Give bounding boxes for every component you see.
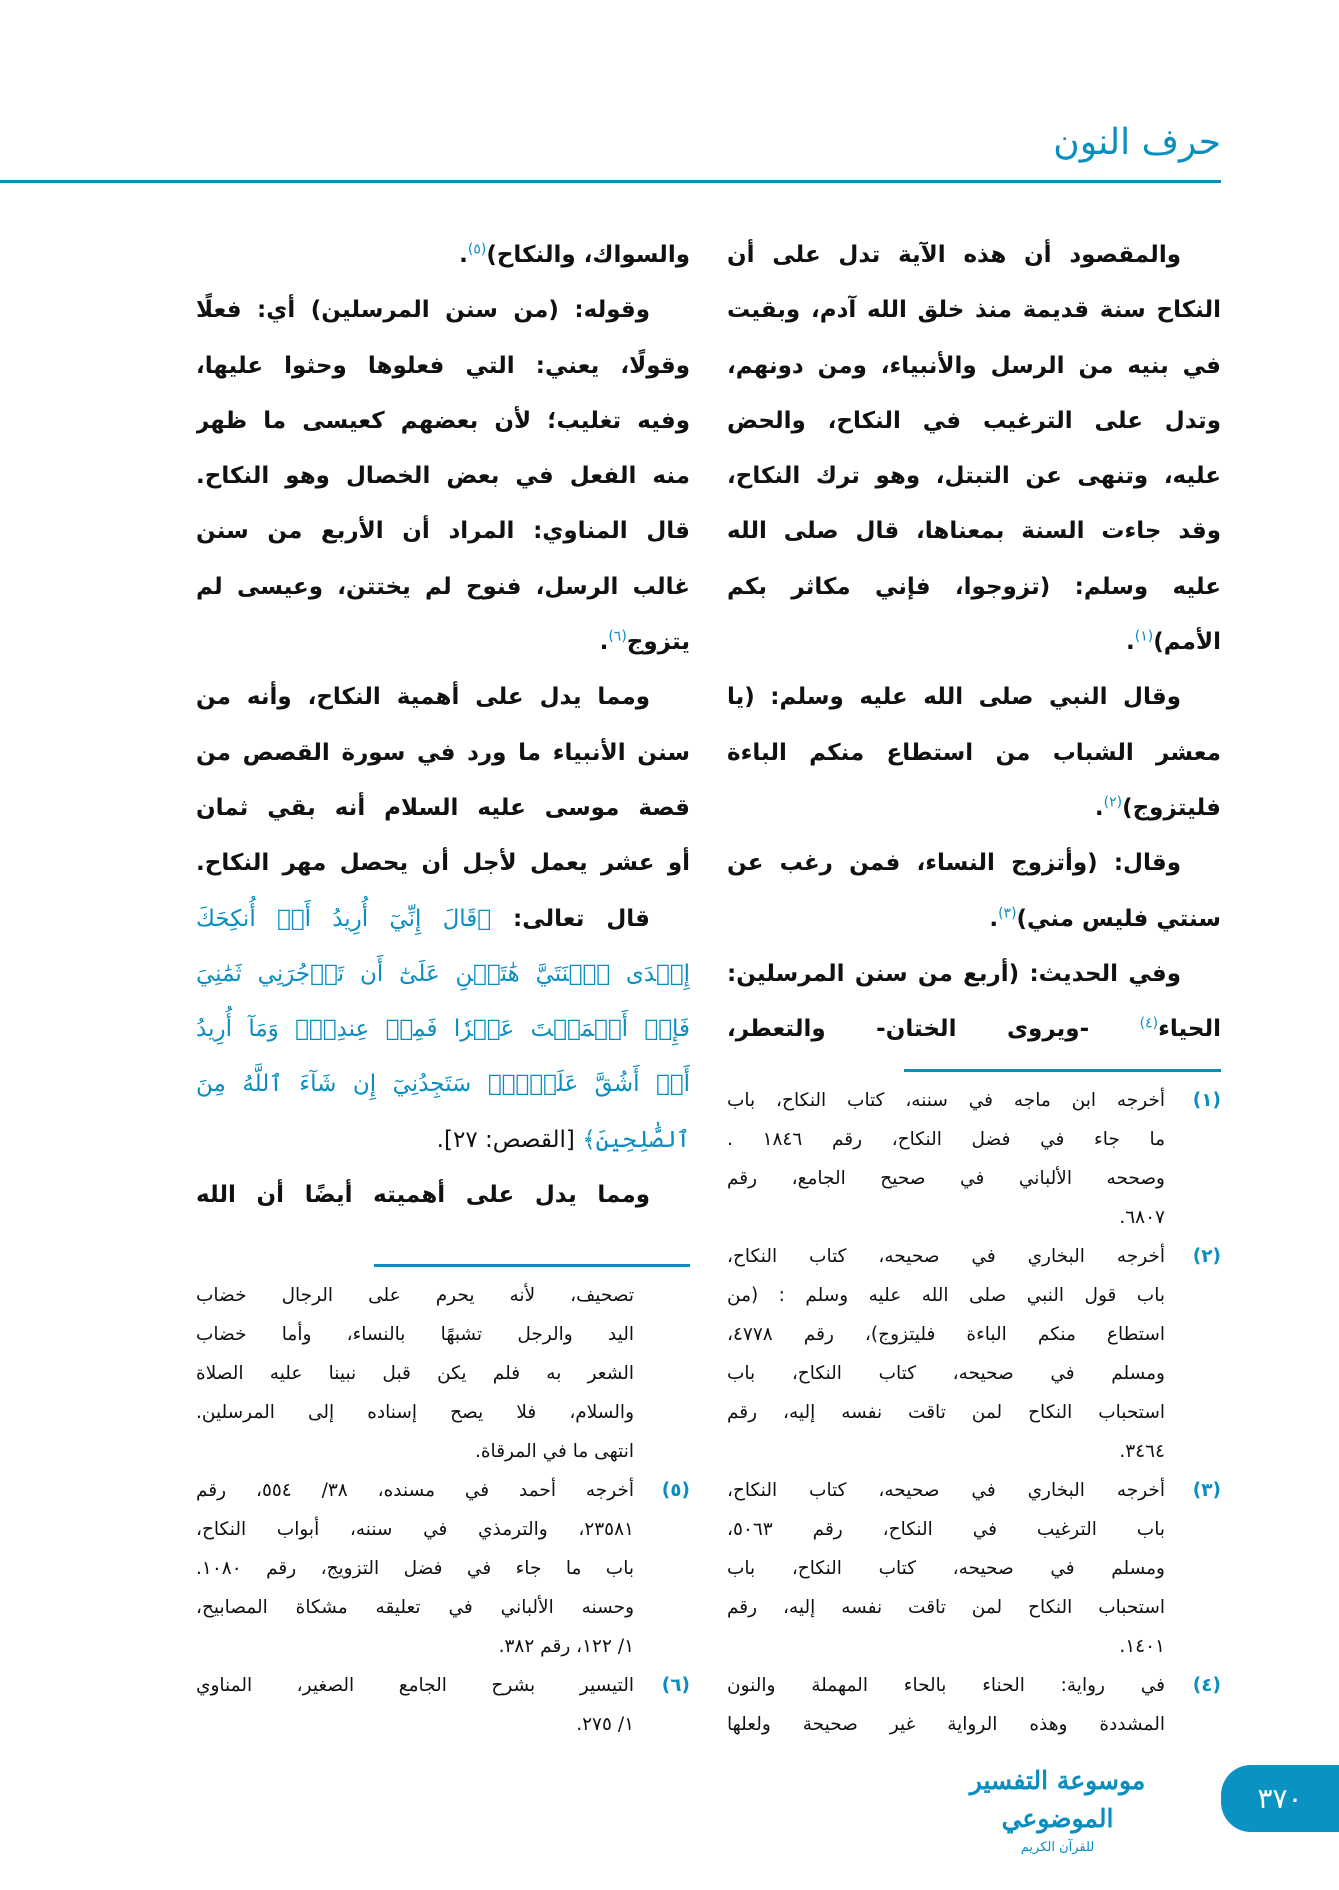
body-text: قصة موسى عليه السلام أنه بقي ثمان: [196, 794, 690, 821]
text-line: [727, 560, 1221, 615]
footnote-text: أخرجه البخاري في صحيحه، كتاب النكاح،: [727, 1480, 1165, 1501]
text-line: [727, 449, 1221, 504]
body-text: منه الفعل في بعض الخصال وهو النكاح.: [196, 463, 690, 490]
logo-title: موسوعة التفسير الموضوعي: [969, 1766, 1146, 1833]
body-text: النكاح سنة قديمة منذ خلق الله آدم، وبقيت: [727, 297, 1221, 324]
footnote-ref[interactable]: (١): [1134, 628, 1154, 645]
text-line: [727, 504, 1221, 559]
quran-verse-text: ٱلصَّٰلِحِينَ﴾: [582, 1126, 690, 1153]
footnote-line: [196, 1666, 690, 1705]
body-text: غالب الرسل، فنوح لم يختتن، وعيسى لم: [196, 573, 690, 600]
footnote-text: الشعر به فلم يكن قبل نبينا عليه الصلاة: [196, 1363, 634, 1384]
text-line: [727, 670, 1221, 725]
body-text: فليتزوج): [1122, 794, 1221, 821]
footnote-line: [196, 1276, 690, 1315]
footnote-line: [196, 1354, 690, 1393]
body-text: الأمم): [1153, 629, 1221, 656]
body-column-left: [196, 228, 690, 1223]
body-text: وقال: (وأتزوج النساء، فمن رغب عن: [727, 850, 1181, 877]
text-line: [196, 947, 690, 1002]
footnote-line: [196, 1549, 690, 1588]
footnote-number: (٣): [1192, 1480, 1221, 1501]
body-text: والسواك، والنكاح): [486, 242, 690, 268]
text-line: [196, 283, 690, 338]
text-line: [196, 394, 690, 449]
text-line: [196, 615, 690, 670]
footnote-separator-right: [904, 1069, 1221, 1072]
citation-text: [القصص: ٢٧].: [436, 1126, 583, 1153]
footnote-line: [727, 1432, 1221, 1471]
quran-verse-text: إِحۡدَى ٱبۡنَتَيَّ هَٰتَيۡنِ عَلَىٰٓ أَن تَأۡجُرَنِي ثَمَٰنِيَ: [196, 960, 690, 987]
footnote-line: [727, 1705, 1221, 1744]
body-text: وقال النبي صلى الله عليه وسلم: (يا: [727, 684, 1181, 711]
text-line: [196, 892, 690, 947]
quran-verse-text: فَإِنۡ أَتۡمَمۡتَ عَشۡرٗا فَمِنۡ عِندِكَۖ وَمَآ أُرِيدُ: [196, 1016, 690, 1043]
footnote-line: [727, 1276, 1221, 1315]
footnote-separator-left: [374, 1264, 690, 1267]
text-line: [727, 726, 1221, 781]
footnote-text: أخرجه ابن ماجه في سننه، كتاب النكاح، باب: [727, 1090, 1165, 1111]
quran-verse-text: أَنۡ أَشُقَّ عَلَيۡكَۚ سَتَجِدُنِيٓ إِن شَآءَ ٱللَّهُ مِنَ: [196, 1071, 690, 1098]
footnote-line: [196, 1432, 690, 1471]
footnote-ref[interactable]: (٥): [467, 241, 487, 258]
logo-subtitle: للقرآن الكريم: [1020, 1840, 1095, 1855]
body-text: وفيه تغليب؛ لأن بعضهم كعيسى ما ظهر: [196, 407, 690, 434]
text-line: [196, 1113, 690, 1168]
body-text: قال المناوي: المراد أن الأربع من سنن: [196, 518, 690, 545]
text-line: [196, 1168, 690, 1223]
body-text: .: [1094, 794, 1104, 821]
footnote-line: [196, 1627, 690, 1666]
body-text: عليه وسلم: (تزوجوا، فإني مكاثر بكم: [727, 573, 1221, 600]
page-number-badge: [1221, 1765, 1339, 1832]
quran-verse-text: ﴿قَالَ إِنِّيٓ أُرِيدُ أَنۡ أُنكِحَكَ: [196, 905, 492, 932]
footnote-text: باب ما جاء في فضل التزويج، رقم ١٠٨٠.: [196, 1558, 634, 1579]
text-line: [196, 781, 690, 836]
body-text: يتزوج: [626, 629, 690, 656]
footnote-number: (٥): [661, 1480, 690, 1501]
text-line: [727, 892, 1221, 947]
footnote-line: [727, 1471, 1221, 1510]
footnote-line: [196, 1705, 690, 1744]
footnote-text: ٣٤٦٤.: [1119, 1441, 1165, 1462]
footnote-text: في رواية: الحناء بالحاء المهملة والنون: [727, 1675, 1165, 1696]
footnote-text: والسلام، فلا يصح إسناده إلى المرسلين.: [196, 1402, 634, 1423]
footnote-text: أخرجه البخاري في صحيحه، كتاب النكاح،: [727, 1246, 1165, 1267]
body-text: والمقصود أن هذه الآية تدل على أن: [727, 242, 1181, 268]
footnote-line: [727, 1627, 1221, 1666]
footnote-text: استحباب النكاح لمن تاقت نفسه إليه، رقم: [727, 1402, 1165, 1423]
text-line: [727, 339, 1221, 394]
text-line: [727, 394, 1221, 449]
text-line: [727, 781, 1221, 836]
footnote-text: وحسنه الألباني في تعليقه مشكاة المصابيح،: [196, 1597, 634, 1618]
footnote-line: [727, 1315, 1221, 1354]
body-text: الحياء: [1158, 1016, 1221, 1043]
footnote-text: أخرجه أحمد في مسنده، ٣٨/ ٥٥٤، رقم: [196, 1480, 634, 1501]
running-header-title: حرف النون: [1053, 122, 1221, 163]
footnote-line: [727, 1237, 1221, 1276]
body-text: عليه، وتنهى عن التبتل، وهو ترك النكاح،: [727, 463, 1221, 490]
footnote-line: [196, 1471, 690, 1510]
footnotes-left: [196, 1276, 690, 1744]
text-line: [727, 836, 1221, 891]
footnote-number: (٦): [661, 1675, 690, 1696]
text-line: [196, 1057, 690, 1112]
body-text: ومما يدل على أهمية النكاح، وأنه من: [196, 684, 650, 711]
body-text: وقوله: (من سنن المرسلين) أي: فعلًا: [196, 297, 650, 324]
text-line: [727, 228, 1221, 283]
footnote-line: [727, 1081, 1221, 1120]
footnote-text: ٢٣٥٨١، والترمذي في سننه، أبواب النكاح،: [196, 1519, 634, 1540]
footnote-text: ٦٨٠٧.: [1119, 1207, 1165, 1228]
footnote-number: (٢): [1192, 1246, 1221, 1267]
body-text: .: [459, 242, 468, 268]
footnote-text: باب الترغيب في النكاح، رقم ٥٠٦٣،: [727, 1519, 1165, 1540]
text-line: [196, 560, 690, 615]
footnote-text: وصححه الألباني في صحيح الجامع، رقم: [727, 1168, 1165, 1189]
text-line: [727, 1002, 1221, 1057]
footnote-text: ١٤٠١.: [1119, 1636, 1165, 1657]
footnote-line: [727, 1159, 1221, 1198]
text-line: [196, 836, 690, 891]
footnote-line: [727, 1549, 1221, 1588]
footnote-line: [196, 1588, 690, 1627]
footnote-text: انتهى ما في المرقاة.: [474, 1441, 634, 1462]
body-text: قال تعالى:: [491, 905, 650, 932]
text-line: [196, 1002, 690, 1057]
body-text: وتدل على الترغيب في النكاح، والحض: [727, 407, 1221, 434]
text-line: [727, 947, 1221, 1002]
footnote-text: التيسير بشرح الجامع الصغير، المناوي: [196, 1675, 634, 1696]
footnote-text: ١/ ١٢٢، رقم ٣٨٢.: [498, 1636, 634, 1657]
footnote-line: [727, 1198, 1221, 1237]
text-line: [196, 339, 690, 394]
body-text: .: [989, 905, 999, 932]
body-text: .: [1125, 629, 1135, 656]
footnote-line: [727, 1510, 1221, 1549]
footnote-text: استطاع منكم الباءة فليتزوج)، رقم ٤٧٧٨،: [727, 1324, 1165, 1345]
body-text: في بنيه من الرسل والأنبياء، ومن دونهم،: [727, 352, 1221, 379]
footnote-text: ١/ ٢٧٥.: [576, 1714, 634, 1735]
text-line: [196, 726, 690, 781]
text-line: [196, 449, 690, 504]
page-number: ٣٧٠: [1257, 1782, 1303, 1815]
footnote-number: (١): [1192, 1090, 1221, 1111]
text-line: [196, 228, 690, 283]
body-text: أو عشر يعمل لأجل أن يحصل مهر النكاح.: [196, 850, 690, 877]
footnote-text: تصحيف، لأنه يحرم على الرجال خضاب: [196, 1285, 634, 1306]
footnote-text: اليد والرجل تشبهًا بالنساء، وأما خضاب: [196, 1324, 634, 1345]
footnote-line: [727, 1666, 1221, 1705]
body-text: -ويروى الختان- والتعطر،: [727, 1016, 1140, 1043]
body-text: وقولًا، يعني: التي فعلوها وحثوا عليها،: [196, 352, 690, 379]
body-text: معشر الشباب من استطاع منكم الباءة: [727, 739, 1221, 766]
footnote-line: [196, 1510, 690, 1549]
text-line: [727, 283, 1221, 338]
footnote-ref[interactable]: (٢): [1103, 794, 1123, 811]
book-logo: [934, 1762, 1181, 1855]
text-line: [196, 504, 690, 559]
body-text: .: [599, 629, 609, 656]
text-line: [196, 670, 690, 725]
header-rule: [0, 180, 1221, 183]
footnote-text: ومسلم في صحيحه، كتاب النكاح، باب: [727, 1363, 1165, 1384]
footnote-text: المشددة وهذه الرواية غير صحيحة ولعلها: [727, 1714, 1165, 1735]
footnote-ref[interactable]: (٣): [998, 904, 1017, 921]
body-text: وقد جاءت السنة بمعناها، قال صلى الله: [727, 518, 1221, 545]
footnote-text: باب قول النبي صلى الله عليه وسلم : (من: [727, 1285, 1165, 1306]
body-text: سنتي فليس مني): [1016, 905, 1221, 932]
footnote-text: ومسلم في صحيحه، كتاب النكاح، باب: [727, 1558, 1165, 1579]
body-column-right: [727, 228, 1221, 1057]
footnote-line: [196, 1393, 690, 1432]
body-text: ومما يدل على أهميته أيضًا أن الله: [196, 1182, 650, 1209]
body-text: سنن الأنبياء ما ورد في سورة القصص من: [196, 739, 690, 766]
footnote-text: استحباب النكاح لمن تاقت نفسه إليه، رقم: [727, 1597, 1165, 1618]
footnote-number: (٤): [1192, 1675, 1221, 1696]
footnote-line: [727, 1354, 1221, 1393]
footnote-ref[interactable]: (٦): [608, 628, 627, 645]
body-text: وفي الحديث: (أربع من سنن المرسلين:: [727, 960, 1181, 987]
footnote-ref[interactable]: (٤): [1139, 1015, 1159, 1032]
footnote-line: [196, 1315, 690, 1354]
footnote-line: [727, 1120, 1221, 1159]
footnote-text: ما جاء في فضل النكاح، رقم ١٨٤٦ .: [727, 1129, 1166, 1150]
text-line: [727, 615, 1221, 670]
footnotes-right: [727, 1081, 1221, 1744]
footnote-line: [727, 1393, 1221, 1432]
footnote-line: [727, 1588, 1221, 1627]
